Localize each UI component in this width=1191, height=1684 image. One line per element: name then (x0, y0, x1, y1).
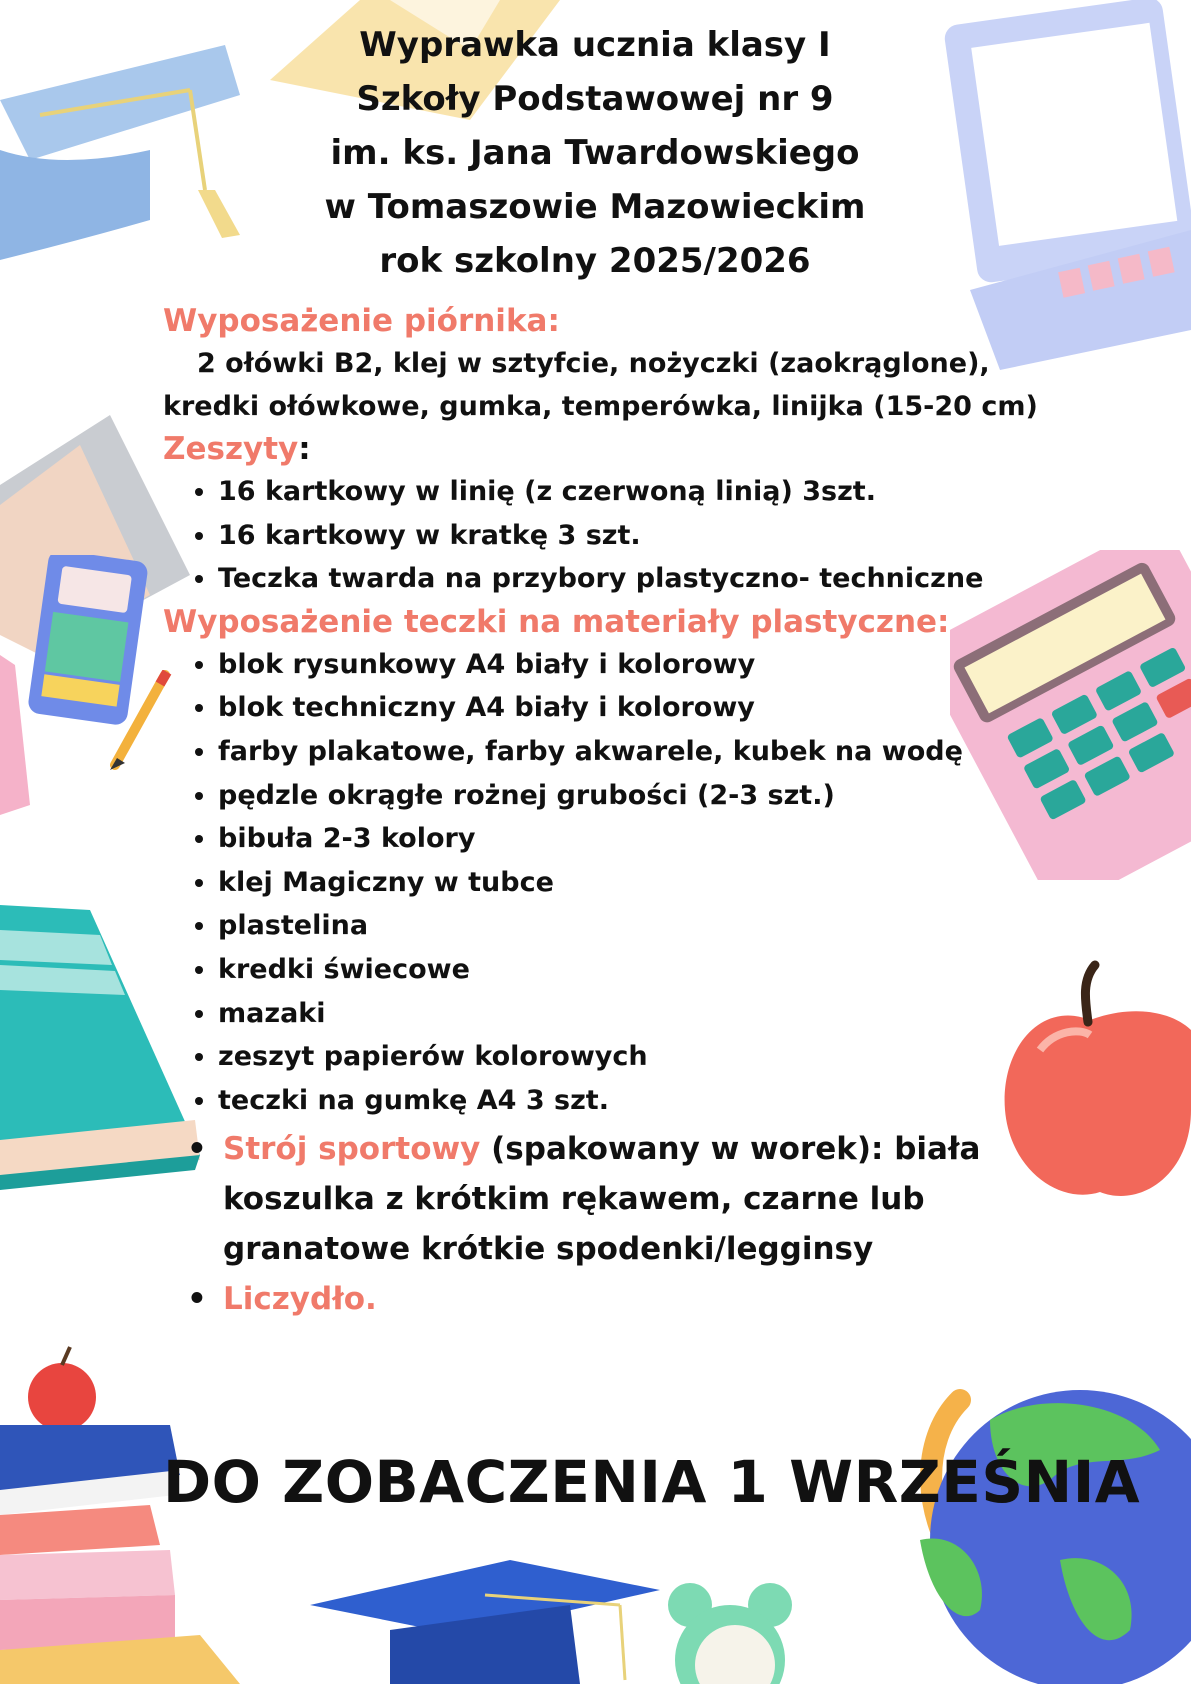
title-line: w Tomaszowie Mazowieckim (324, 187, 866, 227)
sport-outfit-label: Strój sportowy (223, 1131, 481, 1168)
notebooks-list (163, 470, 1093, 601)
alarm-clock-icon (660, 1580, 800, 1684)
abacus-label: Liczydło. (223, 1281, 377, 1318)
art-folder-list (163, 643, 1093, 1123)
art-folder-heading: Wyposażenie teczki na materiały plastyczne: (163, 603, 950, 640)
globe-icon (880, 1380, 1191, 1684)
list-item: • zeszyt papierów kolorowych (218, 1035, 1093, 1079)
sport-outfit-text: (spakowany w worek): biała (480, 1131, 981, 1168)
list-item: • kredki świecowe (218, 948, 1093, 992)
pink-paper-icon (0, 655, 30, 815)
list-item: • bibuła 2-3 kolory (218, 817, 1093, 861)
list-item: • plastelina (218, 904, 1093, 948)
extra-items (163, 1124, 1093, 1324)
title-line: Szkoły Podstawowej nr 9 (356, 79, 834, 119)
page-title (200, 18, 990, 288)
notebooks-heading-colon: : (298, 431, 311, 467)
title-line: im. ks. Jana Twardowskiego (330, 133, 860, 173)
supply-list (163, 300, 1093, 1324)
pencil-case-line: 2 ołówki B2, klej w sztyfcie, nożyczki (zaokrąglone), (197, 348, 990, 379)
graduation-cap-icon (310, 1560, 660, 1684)
title-line: Wyprawka ucznia klasy I (359, 25, 831, 65)
list-item: • 16 kartkowy w kratkę 3 szt. (218, 514, 1093, 558)
list-item: • blok rysunkowy A4 biały i kolorowy (218, 643, 1093, 687)
list-item: • klej Magiczny w tubce (218, 861, 1093, 905)
pencil-case-items (163, 342, 1093, 428)
sport-outfit-item (223, 1124, 1093, 1274)
abacus-item (223, 1274, 1093, 1324)
list-item: • farby plakatowe, farby akwarele, kubek na wodę (218, 730, 1093, 774)
title-line: rok szkolny 2025/2026 (379, 241, 811, 281)
list-item: • Teczka twarda na przybory plastyczno- techniczne (218, 557, 1093, 601)
list-item: • pędzle okrągłe rożnej grubości (2-3 szt.) (218, 774, 1093, 818)
list-item: • mazaki (218, 992, 1093, 1036)
pencil-case-heading: Wyposażenie piórnika: (163, 303, 560, 339)
list-item: • teczki na gumkę A4 3 szt. (218, 1079, 1093, 1123)
footer-greeting: DO ZOBACZENIA 1 WRZEŚNIA (163, 1448, 1141, 1516)
list-item: • blok techniczny A4 biały i kolorowy (218, 686, 1093, 730)
notebooks-heading (163, 428, 1093, 470)
list-item: • 16 kartkowy w linię (z czerwoną linią) 3szt. (218, 470, 1093, 514)
pencil-case-line: kredki ołówkowe, gumka, temperówka, linijka (15-20 cm) (163, 391, 1038, 422)
notebooks-heading-label: Zeszyty (163, 431, 299, 467)
sport-outfit-text: granatowe krótkie spodenki/legginsy (223, 1231, 874, 1268)
sport-outfit-text: koszulka z krótkim rękawem, czarne lub (223, 1181, 925, 1218)
